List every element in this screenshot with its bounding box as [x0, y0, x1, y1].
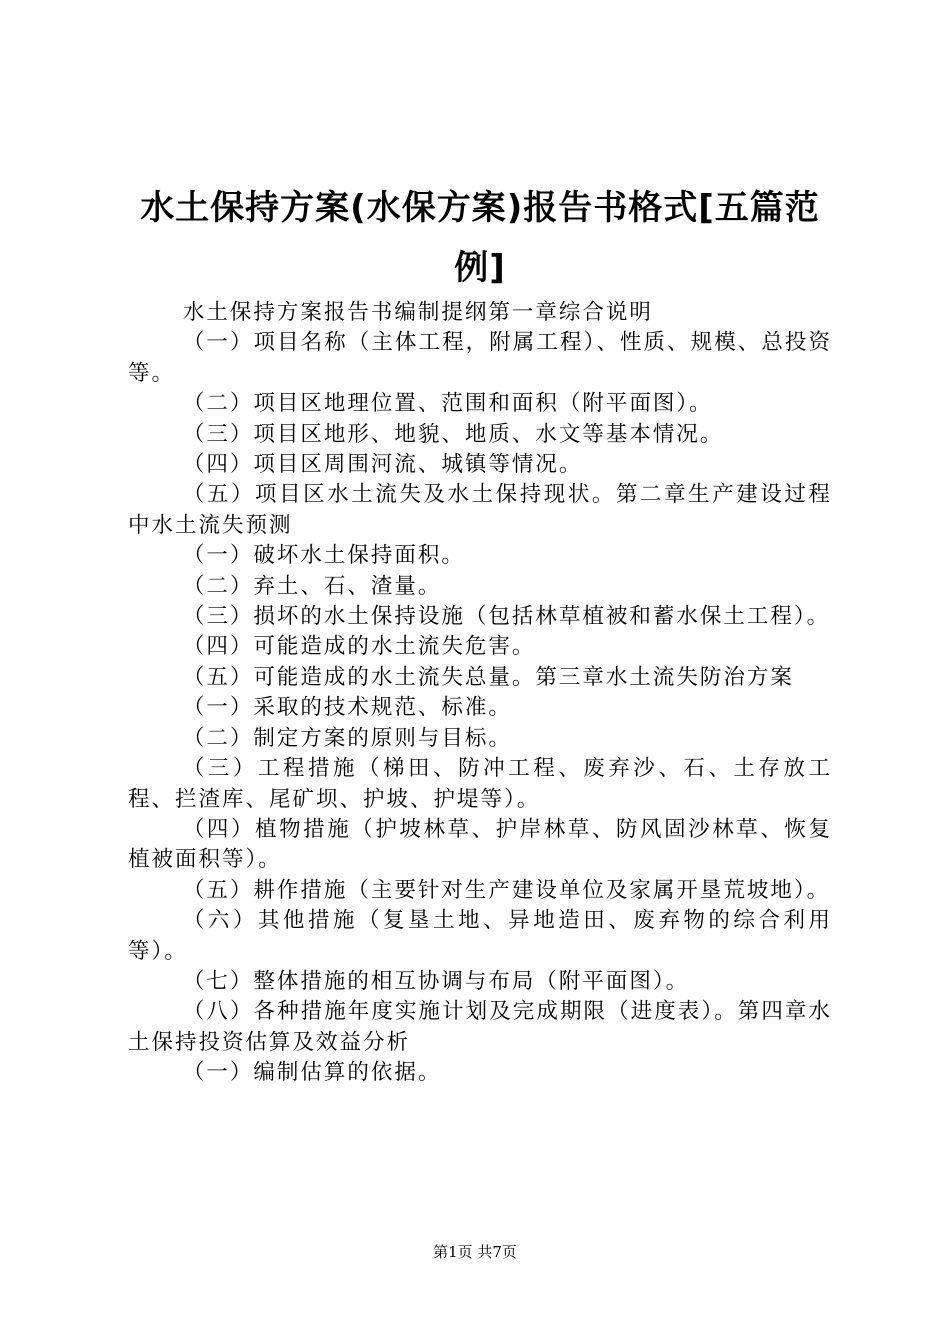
paragraph: （四）可能造成的水土流失危害。	[182, 634, 536, 660]
paragraph: （二）项目区地理位置、范围和面积（附平面图）。	[182, 391, 713, 417]
paragraph: （一）编制估算的依据。	[182, 1060, 442, 1086]
paragraph: （三）工程措施（梯田、防冲工程、废弃沙、石、土存放工程、拦渣库、尾矿坝、护坡、护堤等）。	[128, 756, 832, 812]
paragraph: （三）损坏的水土保持设施（包括林草植被和蓄水保土工程）。	[182, 604, 831, 630]
page-number-footer: 第1页 共7页	[433, 1243, 517, 1261]
paragraph: （八）各种措施年度实施计划及完成期限（进度表）。第四章水土保持投资估算及效益分析	[128, 999, 832, 1055]
paragraph: （五）可能造成的水土流失总量。第三章水土流失防治方案	[182, 664, 794, 690]
paragraph: （六）其他措施（复垦土地、异地造田、废弃物的综合利用等）。	[128, 908, 832, 964]
paragraph: （三）项目区地形、地貌、地质、水文等基本情况。	[182, 421, 724, 447]
paragraph: （一）破坏水土保持面积。	[182, 543, 465, 569]
paragraph: （五）项目区水土流失及水土保持现状。第二章生产建设过程中水土流失预测	[128, 482, 832, 538]
paragraph: （五）耕作措施（主要针对生产建设单位及家属开垦荒坡地）。	[182, 877, 831, 903]
paragraph: （七）整体措施的相互协调与布局（附平面图）。	[182, 968, 690, 994]
paragraph: （四）项目区周围河流、城镇等情况。	[182, 452, 583, 478]
document-body	[128, 298, 832, 1089]
document-title: 水土保持方案(水保方案)报告书格式[五篇范例]	[140, 188, 820, 288]
paragraph: （二）弃土、石、渣量。	[182, 573, 442, 599]
paragraph: 水土保持方案报告书编制提纲第一章综合说明	[182, 300, 653, 325]
paragraph: （四）植物措施（护坡林草、护岸林草、防风固沙林草、恢复植被面积等）。	[128, 816, 832, 873]
paragraph: （二）制定方案的原则与目标。	[182, 725, 512, 751]
paragraph: （一）项目名称（主体工程，附属工程）、性质、规模、总投资等。	[128, 330, 832, 386]
paragraph: （一）采取的技术规范、标准。	[182, 695, 512, 721]
